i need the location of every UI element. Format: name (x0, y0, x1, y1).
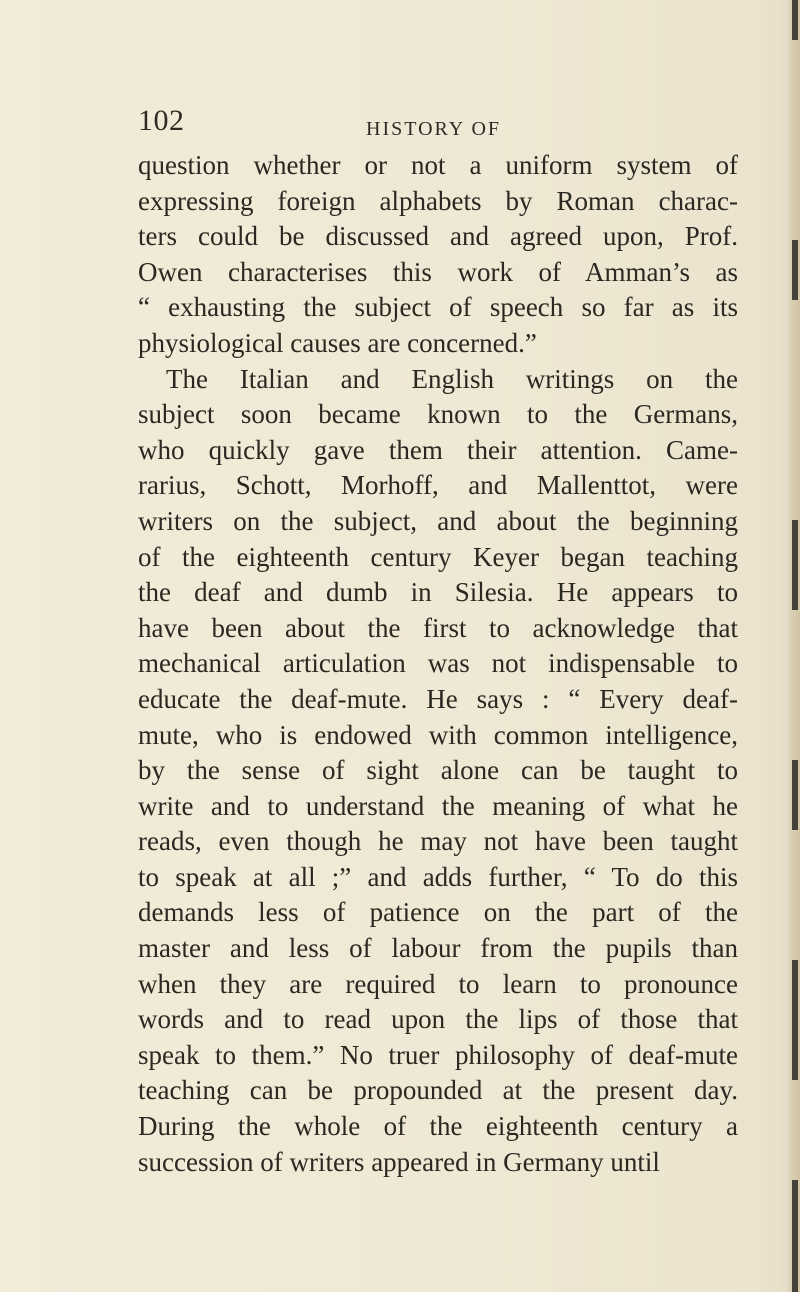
edge-mark (792, 1180, 798, 1292)
text-line: mechanical articulation was not indispensable to (138, 648, 738, 679)
paragraph-1 (138, 148, 738, 362)
text-line: question whether or not a uniform system of (138, 150, 738, 180)
edge-mark (792, 240, 798, 300)
body-text (138, 148, 738, 1180)
text-line: master and less of labour from the pupils than (138, 933, 738, 964)
text-line: who quickly gave them their attention. Came- (138, 434, 738, 465)
text-line: rarius, Schott, Morhoff, and Mallenttot, were (138, 470, 738, 501)
text-line: physiological causes are concerned.” (138, 327, 537, 358)
text-line: speak to them.” No truer philosophy of deaf-mute (138, 1039, 738, 1070)
text-line: educate the deaf-mute. He says : “ Every deaf- (138, 683, 738, 714)
text-line: ters could be discussed and agreed upon, Prof. (138, 221, 738, 252)
text-line: succession of writers appeared in Germany until (138, 1146, 660, 1177)
page-edge-shadow (786, 0, 800, 1292)
text-line: mute, who is endowed with common intelligence, (138, 719, 738, 750)
text-line: Owen characterises this work of Amman’s as (138, 256, 738, 287)
text-line: words and to read upon the lips of those that (138, 1004, 738, 1035)
running-head: HISTORY OF (366, 118, 502, 140)
text-line: to speak at all ;” and adds further, “ To do this (138, 861, 738, 892)
text-line: of the eighteenth century Keyer began teaching (138, 541, 738, 572)
text-line: reads, even though he may not have been taught (138, 826, 738, 857)
paragraph-2 (138, 362, 738, 1181)
text-line: subject soon became known to the Germans, (138, 399, 738, 430)
text-line: the deaf and dumb in Silesia. He appears to (138, 577, 738, 608)
edge-mark (792, 760, 798, 830)
page-header (138, 104, 738, 144)
text-line: when they are required to learn to pronounce (138, 968, 738, 999)
text-line: The Italian and English writings on the (166, 363, 738, 394)
text-line: teaching can be propounded at the present day. (138, 1075, 738, 1106)
text-line: writers on the subject, and about the beginning (138, 505, 738, 536)
text-line: by the sense of sight alone can be taught to (138, 755, 738, 786)
edge-mark (792, 520, 798, 610)
text-line: During the whole of the eighteenth century a (138, 1111, 738, 1142)
page-number: 102 (138, 104, 185, 137)
text-line: write and to understand the meaning of what he (138, 790, 738, 821)
text-line: demands less of patience on the part of the (138, 897, 738, 928)
text-line: have been about the first to acknowledge that (138, 612, 738, 643)
text-line: “ exhausting the subject of speech so far as its (138, 292, 738, 323)
edge-mark (792, 960, 798, 1080)
edge-mark (792, 0, 798, 40)
text-line: expressing foreign alphabets by Roman charac- (138, 185, 738, 216)
